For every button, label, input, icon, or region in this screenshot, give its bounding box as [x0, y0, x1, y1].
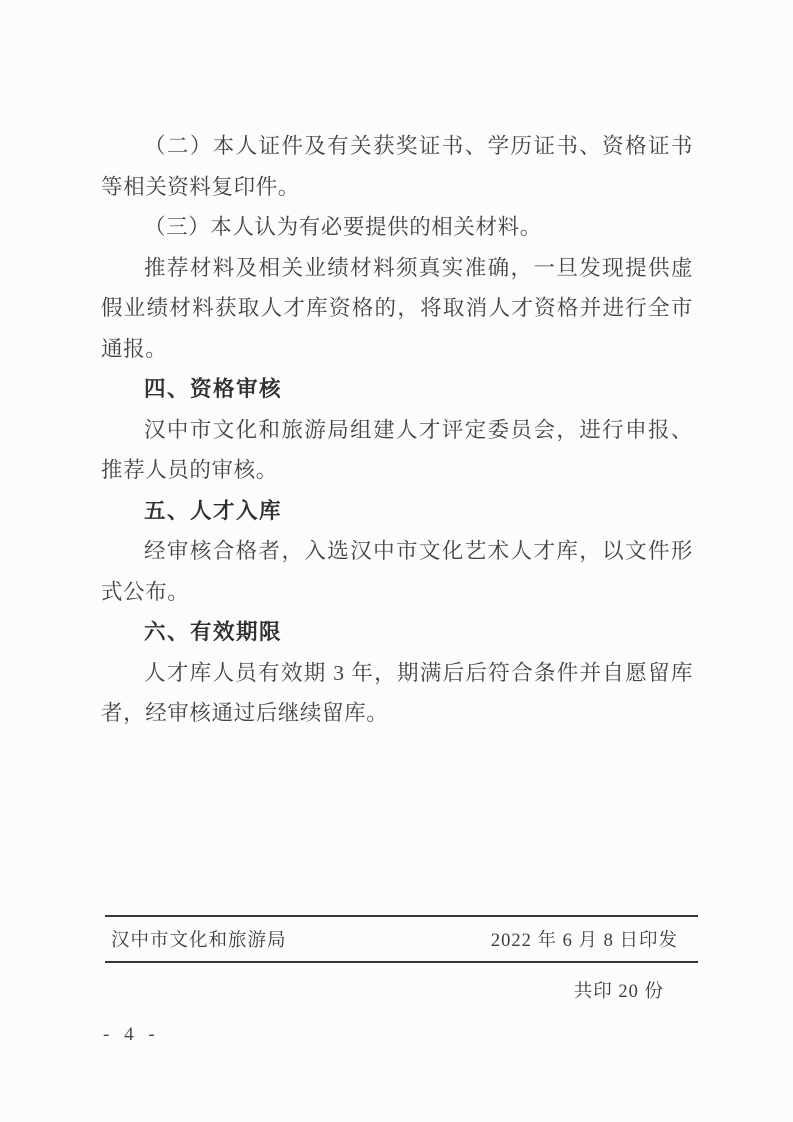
footer-issuer-row — [105, 917, 698, 961]
section-heading: 六、有效期限 — [144, 620, 283, 644]
paragraph: 汉中市文化和旅游局组建人才评定委员会，进行申报、推荐人员的审核。 — [101, 417, 693, 482]
document-footer — [105, 915, 698, 1003]
document-body — [101, 126, 693, 734]
copies-text: 共印 20 份 — [573, 982, 664, 1002]
paragraph: 人才库人员有效期 3 年，期满后后符合条件并自愿留库者，经审核通过后继续留库。 — [101, 660, 693, 725]
copies-row — [105, 963, 698, 1003]
section-heading: 五、人才入库 — [144, 498, 283, 523]
print-date-text: 2022 年 6 月 8 日印发 — [490, 931, 678, 951]
paragraph: （三）本人认为有必要提供的相关材料。 — [144, 215, 542, 239]
paragraph: 推荐材料及相关业绩材料须真实准确，一旦发现提供虚假业绩材料获取人才库资格的，将取消人才资格并进行全市通报。 — [101, 255, 693, 361]
page-number: - 4 - — [103, 1024, 160, 1045]
paragraph: 经审核合格者，入选汉中市文化艺术人才库，以文件形式公布。 — [101, 539, 693, 604]
section-heading: 四、资格审核 — [144, 377, 283, 401]
paragraph: （二）本人证件及有关获奖证书、学历证书、资格证书等相关资料复印件。 — [101, 134, 693, 199]
issuer-text: 汉中市文化和旅游局 — [111, 931, 287, 951]
